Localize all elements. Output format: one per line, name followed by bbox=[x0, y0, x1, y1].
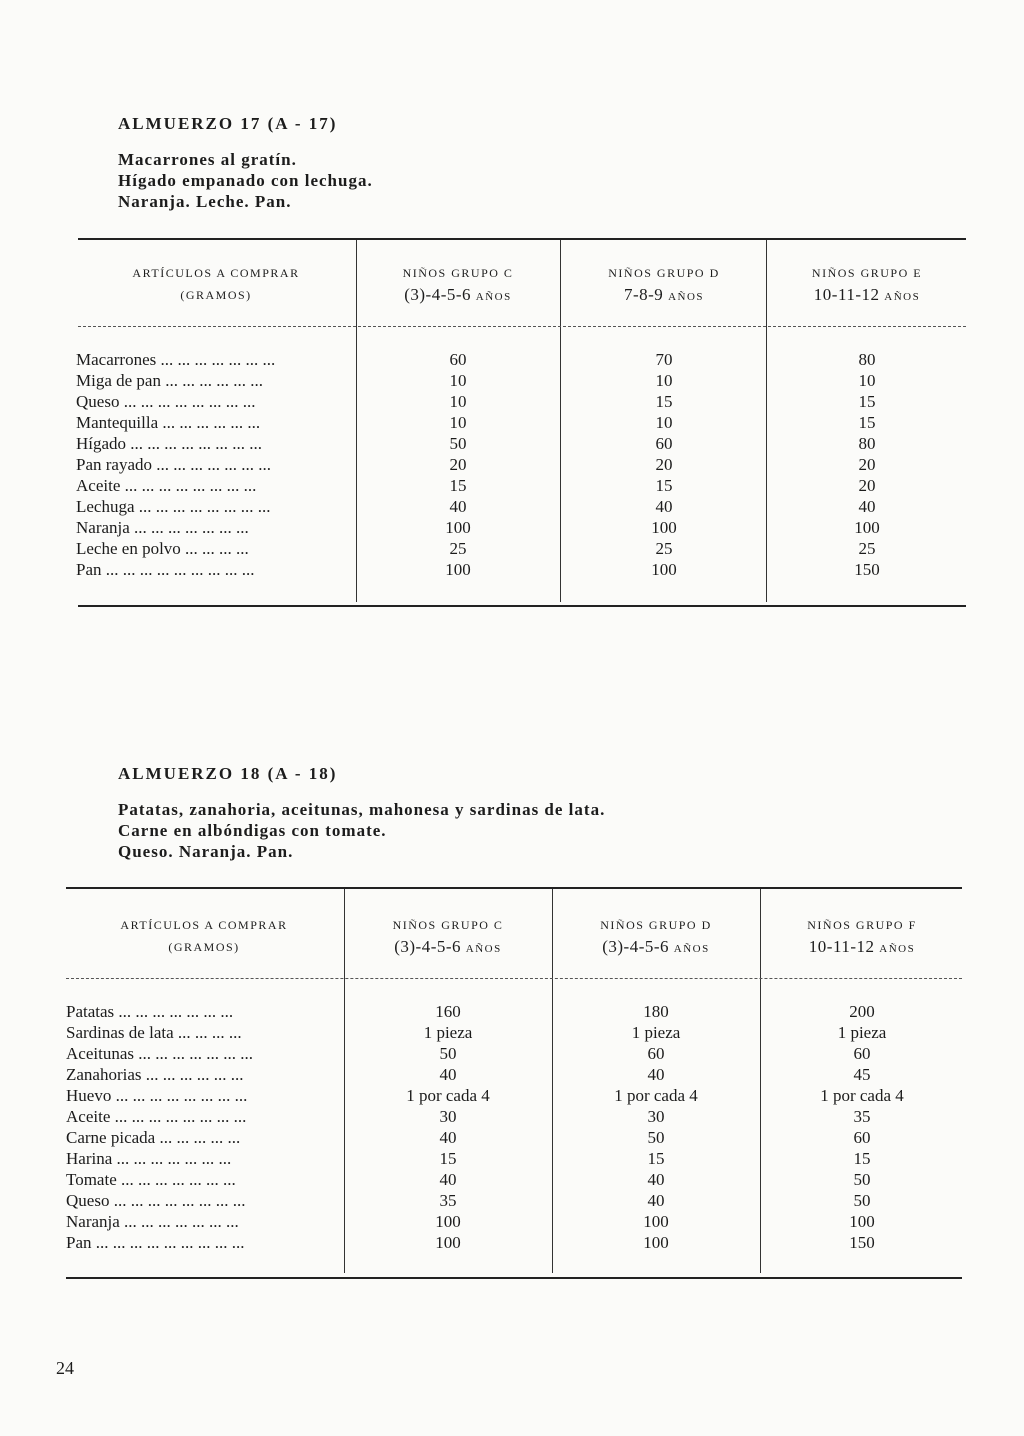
value-group-f: 15 bbox=[853, 1149, 871, 1168]
value-group-c: 10 bbox=[449, 371, 467, 390]
value-group-f: 50 bbox=[853, 1191, 871, 1210]
table-header-rule bbox=[78, 326, 966, 327]
value-group-d: 25 bbox=[655, 539, 673, 558]
value-group-d: 40 bbox=[647, 1170, 665, 1189]
value-group-d: 70 bbox=[655, 350, 673, 369]
menu-dish-line: Hígado empanado con lechuga. bbox=[118, 171, 373, 190]
value-group-e: 150 bbox=[854, 560, 880, 579]
column-divider bbox=[560, 240, 561, 602]
value-group-e: 25 bbox=[858, 539, 876, 558]
value-group-f: 1 pieza bbox=[837, 1023, 887, 1042]
value-group-d: 20 bbox=[655, 455, 673, 474]
menu-dish-line: Queso. Naranja. Pan. bbox=[118, 842, 294, 861]
group-ages: (3)-4-5-6 bbox=[404, 285, 472, 304]
menu-dish-line: Patatas, zanahoria, aceitunas, mahonesa y sardinas de lata. bbox=[118, 800, 606, 819]
value-group-c: 1 por cada 4 bbox=[406, 1086, 490, 1105]
value-group-e: 10 bbox=[858, 371, 876, 390]
value-group-e: 20 bbox=[858, 476, 876, 495]
item-name: Queso ... ... ... ... ... ... ... ... bbox=[66, 1191, 246, 1210]
group-ages-word: AÑOS bbox=[879, 943, 916, 955]
value-group-c: 20 bbox=[449, 455, 467, 474]
value-group-c: 15 bbox=[439, 1149, 457, 1168]
table-header-rule bbox=[66, 978, 962, 979]
group-ages-word: AÑOS bbox=[884, 291, 921, 303]
item-name: Aceitunas ... ... ... ... ... ... ... bbox=[66, 1044, 253, 1063]
value-group-f: 100 bbox=[849, 1212, 875, 1231]
value-group-c: 30 bbox=[439, 1107, 457, 1126]
value-group-d: 1 pieza bbox=[631, 1023, 681, 1042]
value-group-d: 15 bbox=[655, 392, 673, 411]
value-group-d: 100 bbox=[651, 560, 677, 579]
group-ages: 7-8-9 bbox=[623, 285, 664, 304]
item-name: Pan rayado ... ... ... ... ... ... ... bbox=[76, 455, 272, 474]
value-group-c: 60 bbox=[449, 350, 467, 369]
group-label: NIÑOS GRUPO C bbox=[392, 918, 504, 932]
value-group-e: 80 bbox=[858, 434, 876, 453]
value-group-c: 100 bbox=[445, 518, 471, 537]
column-divider bbox=[344, 889, 345, 1273]
value-group-c: 40 bbox=[449, 497, 467, 516]
item-name: Harina ... ... ... ... ... ... ... bbox=[66, 1149, 232, 1168]
group-label: NIÑOS GRUPO D bbox=[608, 266, 720, 280]
menu-dish-line: Macarrones al gratín. bbox=[118, 150, 297, 169]
header-articles-line2: (GRAMOS) bbox=[180, 288, 252, 302]
header-articles-line1: ARTÍCULOS A COMPRAR bbox=[132, 266, 300, 280]
header-group-c bbox=[346, 914, 550, 960]
header-group-d bbox=[554, 914, 758, 960]
header-articles bbox=[80, 262, 352, 306]
value-group-c: 50 bbox=[439, 1044, 457, 1063]
header-articles-line2: (GRAMOS) bbox=[168, 940, 240, 954]
menu-dish-line: Naranja. Leche. Pan. bbox=[118, 192, 292, 211]
group-ages-word: AÑOS bbox=[465, 943, 502, 955]
value-group-e: 15 bbox=[858, 392, 876, 411]
value-group-d: 30 bbox=[647, 1107, 665, 1126]
item-name: Hígado ... ... ... ... ... ... ... ... bbox=[76, 434, 263, 453]
group-label: NIÑOS GRUPO C bbox=[402, 266, 514, 280]
value-group-c: 100 bbox=[435, 1212, 461, 1231]
item-name: Aceite ... ... ... ... ... ... ... ... bbox=[66, 1107, 247, 1126]
value-group-f: 45 bbox=[853, 1065, 871, 1084]
value-group-c: 100 bbox=[435, 1233, 461, 1252]
group-label: NIÑOS GRUPO F bbox=[807, 918, 917, 932]
value-group-d: 50 bbox=[647, 1128, 665, 1147]
item-name: Zanahorias ... ... ... ... ... ... bbox=[66, 1065, 244, 1084]
group-ages: (3)-4-5-6 bbox=[394, 937, 462, 956]
group-ages: 10-11-12 bbox=[808, 937, 875, 956]
group-ages: 10-11-12 bbox=[813, 285, 880, 304]
value-group-d: 60 bbox=[647, 1044, 665, 1063]
value-group-e: 80 bbox=[858, 350, 876, 369]
item-name: Mantequilla ... ... ... ... ... ... bbox=[76, 413, 261, 432]
header-group-d bbox=[562, 262, 766, 308]
value-group-d: 100 bbox=[643, 1212, 669, 1231]
value-group-c: 40 bbox=[439, 1065, 457, 1084]
table-bottom-rule bbox=[66, 1277, 962, 1279]
item-name: Pan ... ... ... ... ... ... ... ... ... bbox=[76, 560, 255, 579]
item-name: Queso ... ... ... ... ... ... ... ... bbox=[76, 392, 256, 411]
column-divider bbox=[356, 240, 357, 602]
item-name: Huevo ... ... ... ... ... ... ... ... bbox=[66, 1086, 248, 1105]
value-group-c: 15 bbox=[449, 476, 467, 495]
value-group-c: 40 bbox=[439, 1170, 457, 1189]
value-group-d: 1 por cada 4 bbox=[614, 1086, 698, 1105]
value-group-c: 40 bbox=[439, 1128, 457, 1147]
value-group-d: 10 bbox=[655, 413, 673, 432]
page-number: 24 bbox=[56, 1358, 74, 1378]
item-name: Lechuga ... ... ... ... ... ... ... ... bbox=[76, 497, 271, 516]
header-group-e bbox=[768, 262, 966, 308]
item-name: Carne picada ... ... ... ... ... bbox=[66, 1128, 241, 1147]
value-group-f: 60 bbox=[853, 1044, 871, 1063]
value-group-c: 25 bbox=[449, 539, 467, 558]
value-group-f: 150 bbox=[849, 1233, 875, 1252]
value-group-d: 40 bbox=[647, 1065, 665, 1084]
column-divider bbox=[766, 240, 767, 602]
value-group-d: 40 bbox=[655, 497, 673, 516]
value-group-e: 100 bbox=[854, 518, 880, 537]
value-group-c: 1 pieza bbox=[423, 1023, 473, 1042]
item-name: Miga de pan ... ... ... ... ... ... bbox=[76, 371, 263, 390]
header-group-c bbox=[358, 262, 558, 308]
value-group-c: 35 bbox=[439, 1191, 457, 1210]
item-name: Naranja ... ... ... ... ... ... ... bbox=[76, 518, 249, 537]
value-group-d: 60 bbox=[655, 434, 673, 453]
group-label: NIÑOS GRUPO E bbox=[811, 266, 923, 280]
item-name: Patatas ... ... ... ... ... ... ... bbox=[66, 1002, 234, 1021]
group-ages-word: AÑOS bbox=[475, 291, 512, 303]
item-name: Naranja ... ... ... ... ... ... ... bbox=[66, 1212, 239, 1231]
value-group-f: 50 bbox=[853, 1170, 871, 1189]
value-group-f: 60 bbox=[853, 1128, 871, 1147]
value-group-c: 100 bbox=[445, 560, 471, 579]
value-group-d: 40 bbox=[647, 1191, 665, 1210]
value-group-e: 20 bbox=[858, 455, 876, 474]
group-ages-word: AÑOS bbox=[668, 291, 705, 303]
column-divider bbox=[552, 889, 553, 1273]
value-group-c: 10 bbox=[449, 392, 467, 411]
group-ages-word: AÑOS bbox=[673, 943, 710, 955]
value-group-f: 35 bbox=[853, 1107, 871, 1126]
value-group-d: 10 bbox=[655, 371, 673, 390]
column-divider bbox=[760, 889, 761, 1273]
header-articles-line1: ARTÍCULOS A COMPRAR bbox=[120, 918, 288, 932]
value-group-d: 15 bbox=[655, 476, 673, 495]
value-group-d: 100 bbox=[651, 518, 677, 537]
value-group-c: 50 bbox=[449, 434, 467, 453]
value-group-d: 15 bbox=[647, 1149, 665, 1168]
table-bottom-rule bbox=[78, 605, 966, 607]
value-group-e: 15 bbox=[858, 413, 876, 432]
value-group-e: 40 bbox=[858, 497, 876, 516]
menu-title: ALMUERZO 17 (A - 17) bbox=[118, 114, 338, 133]
table-top-rule bbox=[66, 887, 962, 889]
item-name: Aceite ... ... ... ... ... ... ... ... bbox=[76, 476, 257, 495]
group-label: NIÑOS GRUPO D bbox=[600, 918, 712, 932]
value-group-c: 10 bbox=[449, 413, 467, 432]
value-group-d: 180 bbox=[643, 1002, 669, 1021]
menu-title: ALMUERZO 18 (A - 18) bbox=[118, 764, 338, 783]
header-group-f bbox=[762, 914, 962, 960]
group-ages: (3)-4-5-6 bbox=[602, 937, 670, 956]
table-top-rule bbox=[78, 238, 966, 240]
value-group-f: 1 por cada 4 bbox=[820, 1086, 904, 1105]
item-name: Leche en polvo ... ... ... ... bbox=[76, 539, 249, 558]
item-name: Sardinas de lata ... ... ... ... bbox=[66, 1023, 242, 1042]
item-name: Pan ... ... ... ... ... ... ... ... ... bbox=[66, 1233, 245, 1252]
menu-dish-line: Carne en albóndigas con tomate. bbox=[118, 821, 387, 840]
value-group-c: 160 bbox=[435, 1002, 461, 1021]
item-name: Macarrones ... ... ... ... ... ... ... bbox=[76, 350, 276, 369]
header-articles bbox=[68, 914, 340, 958]
value-group-d: 100 bbox=[643, 1233, 669, 1252]
item-name: Tomate ... ... ... ... ... ... ... bbox=[66, 1170, 236, 1189]
value-group-f: 200 bbox=[849, 1002, 875, 1021]
